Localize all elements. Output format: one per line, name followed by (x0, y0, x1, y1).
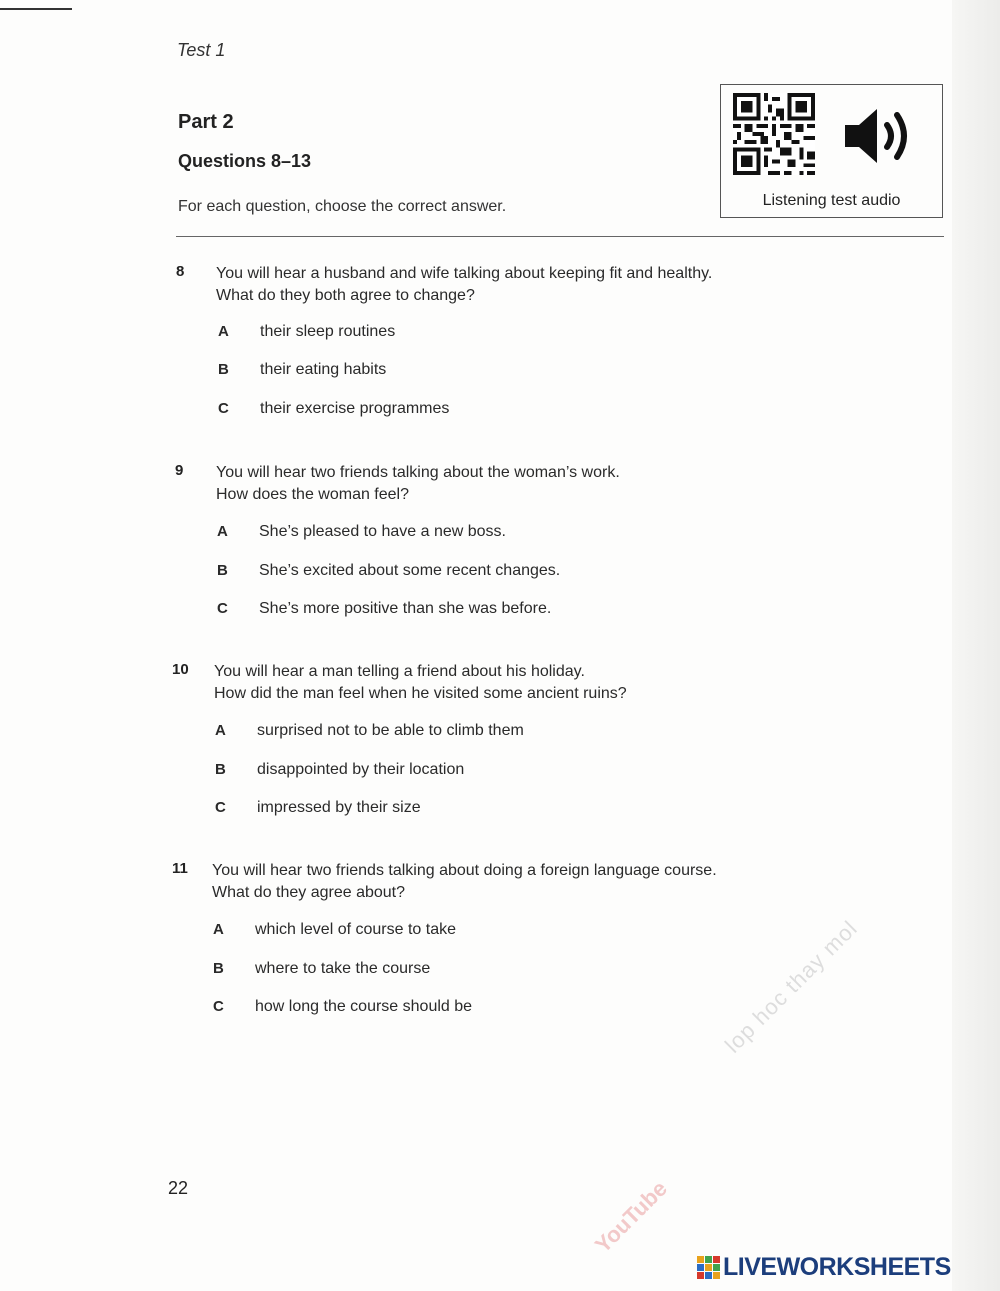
section-divider (176, 236, 944, 237)
question-prompt (216, 263, 712, 307)
option-text: She’s more positive than she was before. (259, 600, 552, 617)
question-number: 9 (175, 462, 184, 479)
option-text: She’s excited about some recent changes. (259, 562, 561, 579)
option-letter: A (213, 921, 224, 938)
question-prompt (216, 462, 620, 506)
option-letter: C (218, 400, 229, 417)
option-letter: B (215, 761, 226, 778)
question-number: 11 (172, 860, 188, 877)
option-letter: C (217, 600, 228, 617)
youtube-watermark: YouTube (590, 1175, 672, 1258)
option-letter: A (215, 722, 226, 739)
audio-player-box[interactable] (720, 84, 943, 218)
option-letter: B (213, 960, 224, 977)
option-letter: B (217, 562, 228, 579)
option-text: their sleep routines (260, 323, 396, 340)
question-prompt (214, 661, 627, 705)
option-letter: A (218, 323, 229, 340)
top-rule (0, 8, 72, 10)
option-letter: C (215, 799, 226, 816)
liveworksheets-logo-icon (697, 1256, 721, 1280)
option-letter: A (217, 523, 228, 540)
page-number: 22 (168, 1178, 189, 1198)
test-label: Test 1 (177, 40, 226, 60)
option-text: impressed by their size (257, 799, 421, 816)
option-text: where to take the course (255, 960, 431, 977)
option-text: She’s pleased to have a new boss. (259, 523, 506, 540)
question-line-2: How did the man feel when he visited some ancient ruins? (214, 685, 627, 702)
question-number: 10 (172, 661, 189, 678)
instructions: For each question, choose the correct answer. (178, 198, 507, 215)
question-range: Questions 8–13 (178, 151, 312, 171)
audio-caption: Listening test audio (762, 192, 901, 209)
question-line-1: You will hear a man telling a friend about his holiday. (214, 663, 585, 680)
question-line-1: You will hear a husband and wife talking about keeping fit and healthy. (216, 265, 713, 282)
option-text: which level of course to take (255, 921, 456, 938)
option-letter: C (213, 998, 224, 1015)
option-text: surprised not to be able to climb them (257, 722, 524, 739)
question-number: 8 (176, 263, 185, 280)
option-text: disappointed by their location (257, 761, 465, 778)
question-line-1: You will hear two friends talking about the woman’s work. (216, 464, 620, 481)
option-letter: B (218, 361, 229, 378)
brand-name: LIVEWORKSHEETS (723, 1253, 951, 1281)
question-line-2: What do they both agree to change? (216, 287, 475, 304)
question-line-2: How does the woman feel? (216, 486, 409, 503)
page-edge-shadow (952, 0, 1000, 1291)
question-line-2: What do they agree about? (212, 884, 406, 901)
part-title: Part 2 (178, 111, 234, 133)
speaker-icon[interactable] (841, 105, 917, 167)
option-text: their eating habits (260, 361, 387, 378)
watermark-text: lop hoc thay mol (720, 915, 863, 1058)
question-prompt (212, 860, 717, 904)
option-text: their exercise programmes (260, 400, 450, 417)
option-text: how long the course should be (255, 998, 473, 1015)
qr-code-icon (733, 93, 815, 175)
question-line-1: You will hear two friends talking about doing a foreign language course. (212, 862, 717, 879)
